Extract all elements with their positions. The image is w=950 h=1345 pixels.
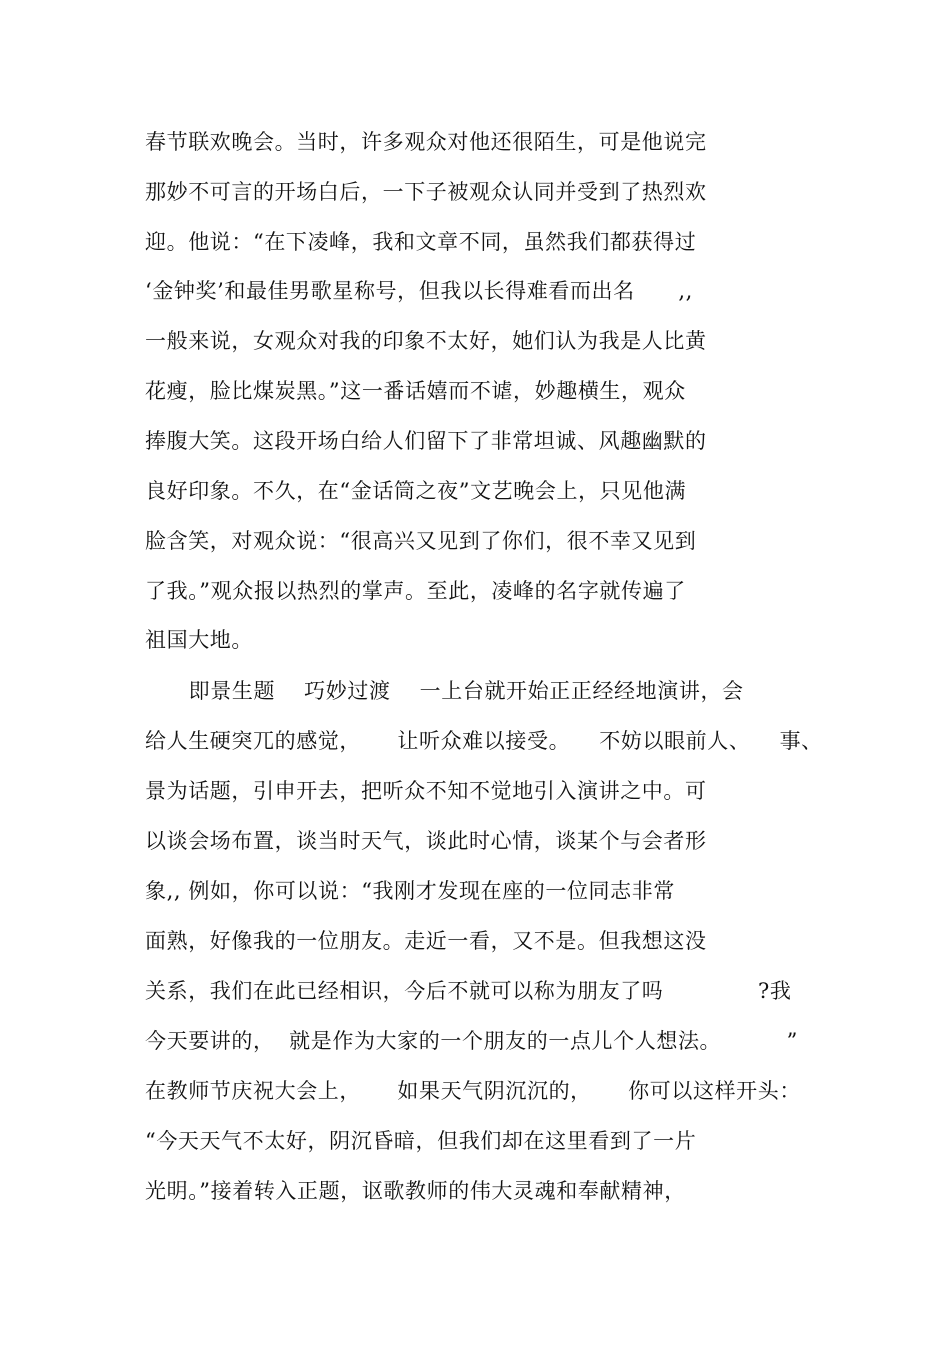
paragraph-start-line: 即景生题 巧妙过渡 一上台就开始正正经经地演讲，会 [145,679,744,703]
text-line: 光明。”接着转入正题，讴歌教师的伟大灵魂和奉献精神， [145,1179,686,1203]
text-line: “今天天气不太好，阴沉昏暗，但我们却在这里看到了一片 [145,1129,697,1153]
text-line: ‘金钟奖’和最佳男歌星称号，但我以长得难看而出名 ,, [145,279,693,303]
text-line: 象,, 例如，你可以说：“我刚才发现在座的一位同志非常 [145,879,675,903]
text-line: 祖国大地。 [145,628,253,652]
text-line: 面熟，好像我的一位朋友。走近一看，又不是。但我想这没 [145,929,707,953]
text-line: 那妙不可言的开场白后，一下子被观众认同并受到了热烈欢 [145,180,707,204]
text-line: 今天要讲的， 就是作为大家的一个朋友的一点儿个人想法。 ” [145,1029,798,1053]
text-line: 以谈会场布置，谈当时天气，谈此时心情，谈某个与会者形 [145,829,707,853]
text-line: 了我。”观众报以热烈的掌声。至此，凌峰的名字就传遍了 [145,579,686,603]
text-line: 在教师节庆祝大会上， 如果天气阴沉沉的， 你可以这样开头： [145,1079,801,1103]
text-line: 给人生硬突兀的感觉， 让听众难以接受。 不妨以眼前人、 事、 [145,729,823,753]
text-line: 捧腹大笑。这段开场白给人们留下了非常坦诚、风趣幽默的 [145,429,707,453]
text-line: 花瘦，脸比煤炭黑。”这一番话嬉而不谑，妙趣横生，观众 [145,379,686,403]
text-line: 脸含笑，对观众说：“很高兴又见到了你们，很不幸又见到 [145,529,697,553]
text-line: 良好印象。不久，在“金话筒之夜”文艺晚会上，只见他满 [145,479,687,503]
text-line: 春节联欢晚会。当时，许多观众对他还很陌生，可是他说完 [145,130,707,154]
text-line: 关系，我们在此已经相识，今后不就可以称为朋友了吗 ?我 [145,979,792,1003]
text-line: 景为话题，引申开去，把听众不知不觉地引入演讲之中。可 [145,779,707,803]
text-line: 迎。他说：“在下凌峰，我和文章不同，虽然我们都获得过 [145,230,697,254]
text-line: 一般来说，女观众对我的印象不太好，她们认为我是人比黄 [145,329,707,353]
